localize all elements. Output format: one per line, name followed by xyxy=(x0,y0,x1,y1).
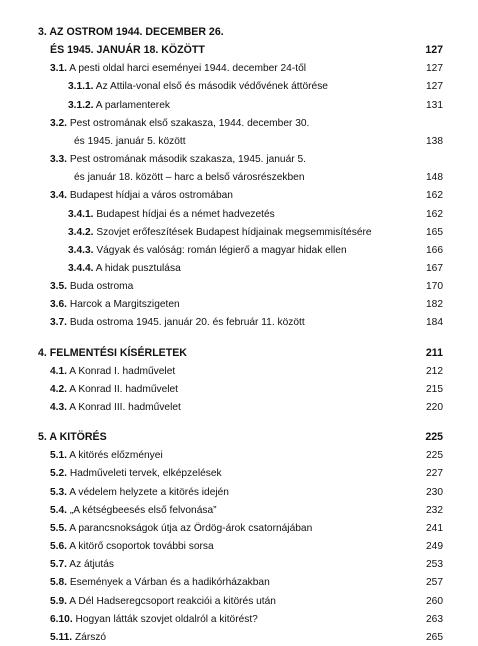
toc-title: Hogyan látták szovjet oldalról a kitörést? xyxy=(75,613,258,625)
toc-number: 3.1.1. xyxy=(68,81,94,93)
toc-page-number: 148 xyxy=(426,172,443,184)
toc-title: Buda ostroma xyxy=(69,281,134,293)
toc-entry xyxy=(0,97,478,114)
toc-number: 3.4.4. xyxy=(68,262,94,274)
toc-title: Események a Várban és a hadikórházakban xyxy=(69,577,270,589)
toc-chapter xyxy=(0,24,478,41)
toc-title: A Konrad II. hadművelet xyxy=(69,383,179,395)
toc-number: 5. xyxy=(38,431,47,444)
toc-page-number: 182 xyxy=(426,299,443,311)
toc-entry xyxy=(0,538,478,555)
toc-page-number: 162 xyxy=(426,190,443,202)
toc-number: 5.4. xyxy=(50,504,67,516)
toc-title: „A kétségbeesés első felvonása” xyxy=(69,504,217,516)
toc-entry xyxy=(0,115,478,132)
toc-page-number: 211 xyxy=(425,346,443,359)
toc-title: ÉS 1945. JANUÁR 18. KÖZÖTT xyxy=(50,44,205,57)
toc-entry xyxy=(0,593,478,610)
toc-number: 5.2. xyxy=(50,468,67,480)
toc-page-number: 131 xyxy=(426,99,443,111)
toc-title: A kitörő csoportok további sorsa xyxy=(69,541,214,553)
toc-page-number: 215 xyxy=(426,383,443,395)
toc-number: 3.5. xyxy=(50,281,67,293)
toc-title: és 1945. január 5. között xyxy=(74,135,186,147)
toc-title: Szovjet erőfeszítések Budapest hídjainak megsemmisítésére xyxy=(96,226,372,238)
toc-number: 3.6. xyxy=(50,299,67,311)
toc-entry xyxy=(0,224,478,241)
toc-page-number: 265 xyxy=(426,631,443,643)
toc-number: 3.4. xyxy=(50,190,67,202)
toc-page-number: 241 xyxy=(426,522,443,534)
toc-page-number: 170 xyxy=(426,281,443,293)
toc-chapter xyxy=(0,345,478,362)
toc-page-number: 225 xyxy=(426,450,443,462)
toc-title: A parancsnokságok útja az Ördög-árok csatornájában xyxy=(69,522,313,534)
toc-page-number: 212 xyxy=(426,365,443,377)
toc-title: Az átjutás xyxy=(69,559,115,571)
toc-entry xyxy=(0,465,478,482)
toc-entry xyxy=(0,78,478,95)
toc-page-number: 166 xyxy=(426,244,443,256)
toc-number: 4.1. xyxy=(50,365,67,377)
toc-chapter xyxy=(0,429,478,446)
toc-entry xyxy=(0,484,478,501)
toc-title: Hadműveleti tervek, elképzelések xyxy=(69,468,222,480)
toc-page-number: 167 xyxy=(426,262,443,274)
toc-page-number: 253 xyxy=(426,559,443,571)
toc-title: AZ OSTROM 1944. DECEMBER 26. xyxy=(49,26,224,38)
toc-title: Zárszó xyxy=(74,631,107,643)
toc-page-number: 249 xyxy=(426,541,443,553)
toc-page-number: 227 xyxy=(426,468,443,480)
toc-entry xyxy=(0,381,478,398)
toc-page-number: 225 xyxy=(425,431,443,444)
toc-title: és január 18. között – harc a belső városrészekben xyxy=(74,172,305,184)
toc-number: 4. xyxy=(38,346,47,359)
toc-title: A kitörés előzményei xyxy=(69,450,163,462)
toc-entry xyxy=(0,574,478,591)
toc-page-number: 127 xyxy=(426,63,443,75)
toc-entry xyxy=(0,629,478,646)
toc-title: A védelem helyzete a kitörés idején xyxy=(69,486,229,498)
toc-page-number: 257 xyxy=(426,577,443,589)
toc-entry xyxy=(0,296,478,313)
toc-entry xyxy=(0,278,478,295)
toc-entry xyxy=(0,363,478,380)
toc-entry xyxy=(0,611,478,628)
toc-page-number: 138 xyxy=(426,135,443,147)
toc-entry xyxy=(0,399,478,416)
toc-number: 3.2. xyxy=(50,117,67,129)
toc-title: Budapest hídjai a város ostromában xyxy=(69,190,233,202)
toc-number: 5.7. xyxy=(50,559,67,571)
toc-number: 3.4.3. xyxy=(68,244,94,256)
toc-number: 5.6. xyxy=(50,541,67,553)
toc-entry xyxy=(0,447,478,464)
toc-number: 3.1. xyxy=(50,63,67,75)
toc-number: 5.3. xyxy=(50,486,67,498)
toc-entry xyxy=(0,206,478,223)
toc-number: 4.3. xyxy=(50,402,67,413)
toc-number: 5.1. xyxy=(50,450,67,462)
toc-title: Az Attila-vonal első és második védővének áttörése xyxy=(95,81,328,93)
toc-number: 5.9. xyxy=(50,595,67,607)
toc-entry xyxy=(0,60,478,77)
toc-entry xyxy=(0,187,478,204)
toc-chapter xyxy=(0,42,478,59)
toc-title: Harcok a Margitszigeten xyxy=(69,299,180,311)
toc-title: Buda ostroma 1945. január 20. és február 11. között xyxy=(69,317,305,329)
toc-title: A Dél Hadseregcsoport reakciói a kitörés után xyxy=(69,595,276,607)
toc-number: 3.4.1. xyxy=(68,208,94,220)
toc-page-number: 263 xyxy=(426,613,443,625)
toc-page-number: 184 xyxy=(426,317,443,329)
toc-title: FELMENTÉSI KÍSÉRLETEK xyxy=(49,346,187,359)
toc-page-number: 232 xyxy=(426,504,443,516)
toc-entry xyxy=(0,556,478,573)
toc-entry xyxy=(0,314,478,331)
toc-title: A hidak pusztulása xyxy=(95,262,181,274)
toc-page-number: 127 xyxy=(425,44,443,57)
toc-title: A Konrad III. hadművelet xyxy=(69,402,181,413)
toc-page-number: 127 xyxy=(426,81,443,93)
toc-number: 6.10. xyxy=(50,613,73,625)
toc-number: 4.2. xyxy=(50,383,67,395)
toc-number: 3.4.2. xyxy=(68,226,94,238)
toc-entry xyxy=(0,520,478,537)
toc-title: A parlamenterek xyxy=(95,99,170,111)
toc-title: Budapest hídjai és a német hadvezetés xyxy=(96,208,275,220)
toc-number: 3. xyxy=(38,26,47,38)
toc-page-number: 162 xyxy=(426,208,443,220)
toc-entry xyxy=(0,260,478,277)
toc-title: Pest ostromának első szakasza, 1944. december 30. xyxy=(69,117,310,129)
toc-number: 5.11. xyxy=(50,631,73,643)
toc-page-number: 260 xyxy=(426,595,443,607)
toc-page-number: 230 xyxy=(426,486,443,498)
toc-entry xyxy=(0,169,478,186)
toc-title: Pest ostromának második szakasza, 1945. január 5. xyxy=(69,154,306,166)
toc-entry xyxy=(0,151,478,168)
toc-title: Vágyak és valóság: román légierő a magyar hidak ellen xyxy=(96,244,347,256)
toc-title: A pesti oldal harci eseményei 1944. december 24-től xyxy=(69,63,306,75)
toc-title: A KITÖRÉS xyxy=(49,431,107,444)
toc-page-number: 220 xyxy=(426,402,443,413)
toc-number: 3.7. xyxy=(50,317,67,329)
toc-number: 5.8. xyxy=(50,577,67,589)
toc-number: 5.5. xyxy=(50,522,67,534)
toc-number: 3.3. xyxy=(50,154,67,166)
toc-number: 3.1.2. xyxy=(68,99,94,111)
toc-entry xyxy=(0,502,478,519)
toc-entry xyxy=(0,133,478,150)
toc-entry xyxy=(0,242,478,259)
toc-page-number: 165 xyxy=(426,226,443,238)
toc-title: A Konrad I. hadművelet xyxy=(69,365,176,377)
